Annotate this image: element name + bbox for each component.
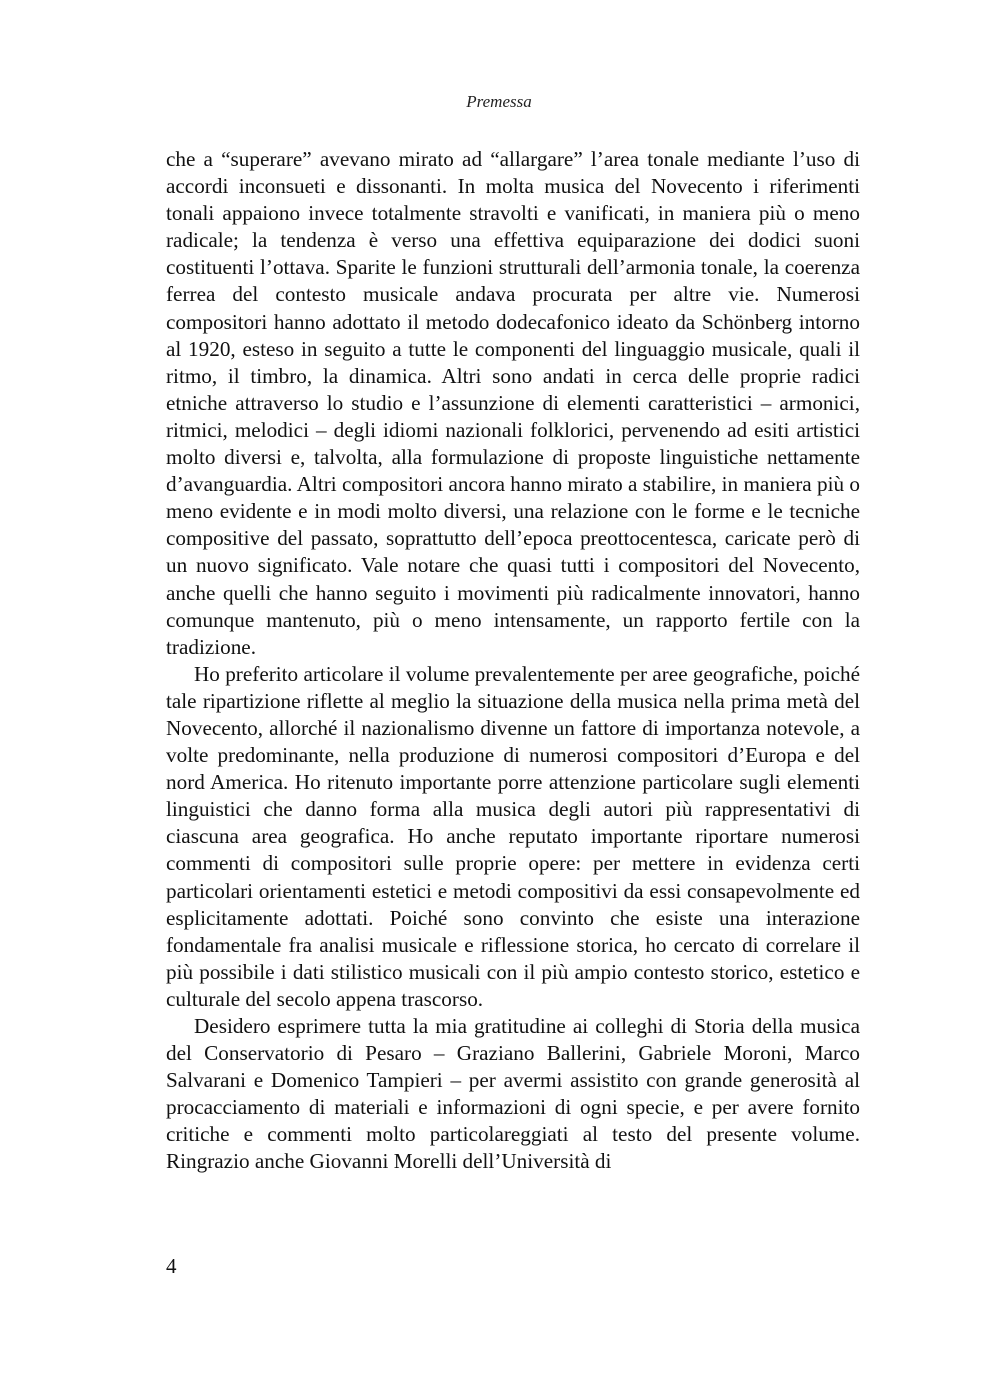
running-head: Premessa (466, 92, 532, 111)
page-number: 4 (166, 1254, 177, 1278)
paragraph-2: Ho preferito articolare il volume prevalentemente per aree geografiche, poiché tale ripartizione riflette al meglio la situazione della musica nella prima metà del Novecento, allorché il nazionalismo divenne un fattore di importanza notevole, a volte predominante, nella produzione di numerosi compositori d’Europa e del nord America. Ho ritenuto importante porre attenzione particolare sugli elementi linguistici che danno forma alla musica degli autori più rappresentativi di ciascuna area geografica. Ho anche reputato importante riportare numerosi commenti di compositori sulle proprie opere: per mettere in evidenza certi particolari orientamenti estetici e metodi compositivi da essi consapevolmente ed esplicitamente adottati. Poiché sono convinto che esiste una interazione fondamentale fra analisi musicale e riflessione storica, ho cercato di correlare il più possibile i dati stilistico musicali con il più ampio contesto storico, estetico e culturale del secolo appena trascorso. (166, 661, 860, 1011)
body-text (166, 146, 860, 1176)
paragraph-1: che a “superare” avevano mirato ad “allargare” l’area tonale mediante l’uso di accordi inconsueti e dissonanti. In molta musica del Novecento i riferimenti tonali appaiono invece totalmente stravolti e vanificati, in maniera più o meno radicale; la tendenza è verso una effettiva equiparazione dei dodici suoni costituenti l’ottava. Sparite le funzioni strutturali dell’armonia tonale, la coerenza ferrea del contesto musicale andava procurata per altre vie. Numerosi compositori hanno adottato il metodo dodecafonico ideato da Schönberg intorno al 1920, esteso in seguito a tutte le componenti del linguaggio musicale, quali il ritmo, il timbro, la dinamica. Altri sono andati in cerca delle proprie radici etniche attraverso lo studio e l’assunzione di elementi caratteristici – armonici, ritmici, melodici – degli idiomi nazionali folklorici, pervenendo ad esiti artistici molto diversi e, talvolta, alla formulazione di proposte linguistiche nettamente d’avanguardia. Altri compositori ancora hanno mirato a stabilire, in maniera più o meno evidente e in modi molto diversi, una relazione con le forme e le tecniche compositive del passato, soprattutto dell’epoca preottocentesca, caricate però di un nuovo significato. Vale notare che quasi tutti i compositori del Novecento, anche quelli che hanno seguito i movimenti più radicalmente innovatori, hanno comunque mantenuto, più o meno intensamente, un rapporto fertile con la tradizione. (166, 147, 860, 659)
paragraph-3: Desidero esprimere tutta la mia gratitudine ai colleghi di Storia della musica del Conservatorio di Pesaro – Graziano Ballerini, Gabriele Moroni, Marco Salvarani e Domenico Tampieri – per avermi assistito con grande generosità al procacciamento di materiali e informazioni di ogni specie, e per avere fornito critiche e commenti molto particolareggiati al testo del presente volume. Ringrazio anche Giovanni Morelli dell’Università di (166, 1014, 860, 1174)
